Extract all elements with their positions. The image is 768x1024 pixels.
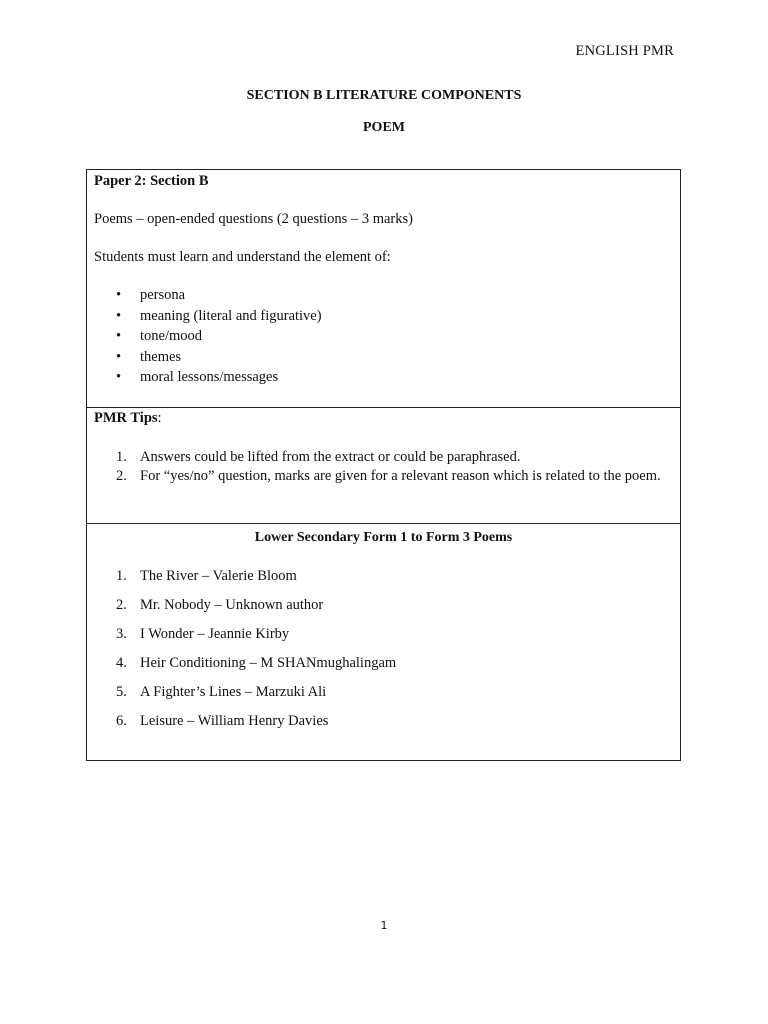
paper-section-cell — [87, 170, 680, 408]
tips-heading: PMR Tips: — [94, 410, 162, 426]
poems-question-info: Poems – open-ended questions (2 questions – 3 marks) — [94, 211, 413, 227]
list-item: • tone/mood — [94, 326, 673, 347]
paper-heading: Paper 2: Section B — [94, 173, 209, 189]
list-item: • persona — [94, 285, 673, 306]
list-item: • moral lessons/messages — [94, 367, 673, 388]
tips-list — [94, 448, 673, 486]
elements-list — [94, 285, 673, 388]
bullet-icon: • — [116, 287, 122, 303]
poems-cell — [87, 524, 680, 760]
bullet-icon: • — [116, 328, 122, 344]
tips-cell — [87, 408, 680, 524]
list-item: 4. Heir Conditioning – M SHANmughalingam — [116, 655, 397, 671]
page-number: 1 — [380, 919, 388, 932]
list-item: 6. Leisure – William Henry Davies — [116, 713, 329, 729]
list-item: 1. Answers could be lifted from the extract or could be paraphrased. — [116, 449, 521, 465]
list-item: 2. For “yes/no” question, marks are given for a relevant reason which is related to the poem. — [116, 468, 661, 484]
elements-intro: Students must learn and understand the element of: — [94, 249, 391, 265]
section-title: SECTION B LITERATURE COMPONENTS — [246, 88, 522, 103]
list-item: 2. Mr. Nobody – Unknown author — [116, 597, 324, 613]
list-item: • meaning (literal and figurative) — [94, 306, 673, 327]
bullet-icon: • — [116, 348, 122, 365]
poems-list — [94, 567, 673, 731]
poems-heading: Lower Secondary Form 1 to Form 3 Poems — [254, 530, 513, 545]
list-item: • themes — [94, 347, 673, 368]
list-item: 1. The River – Valerie Bloom — [116, 568, 297, 584]
list-item: 3. I Wonder – Jeannie Kirby — [116, 626, 290, 642]
bullet-icon: • — [116, 369, 122, 385]
header-label: ENGLISH PMR — [575, 43, 674, 59]
content-table — [86, 169, 681, 761]
poem-title: POEM — [363, 120, 405, 135]
bullet-icon: • — [116, 307, 122, 324]
list-item: 5. A Fighter’s Lines – Marzuki Ali — [116, 684, 327, 700]
